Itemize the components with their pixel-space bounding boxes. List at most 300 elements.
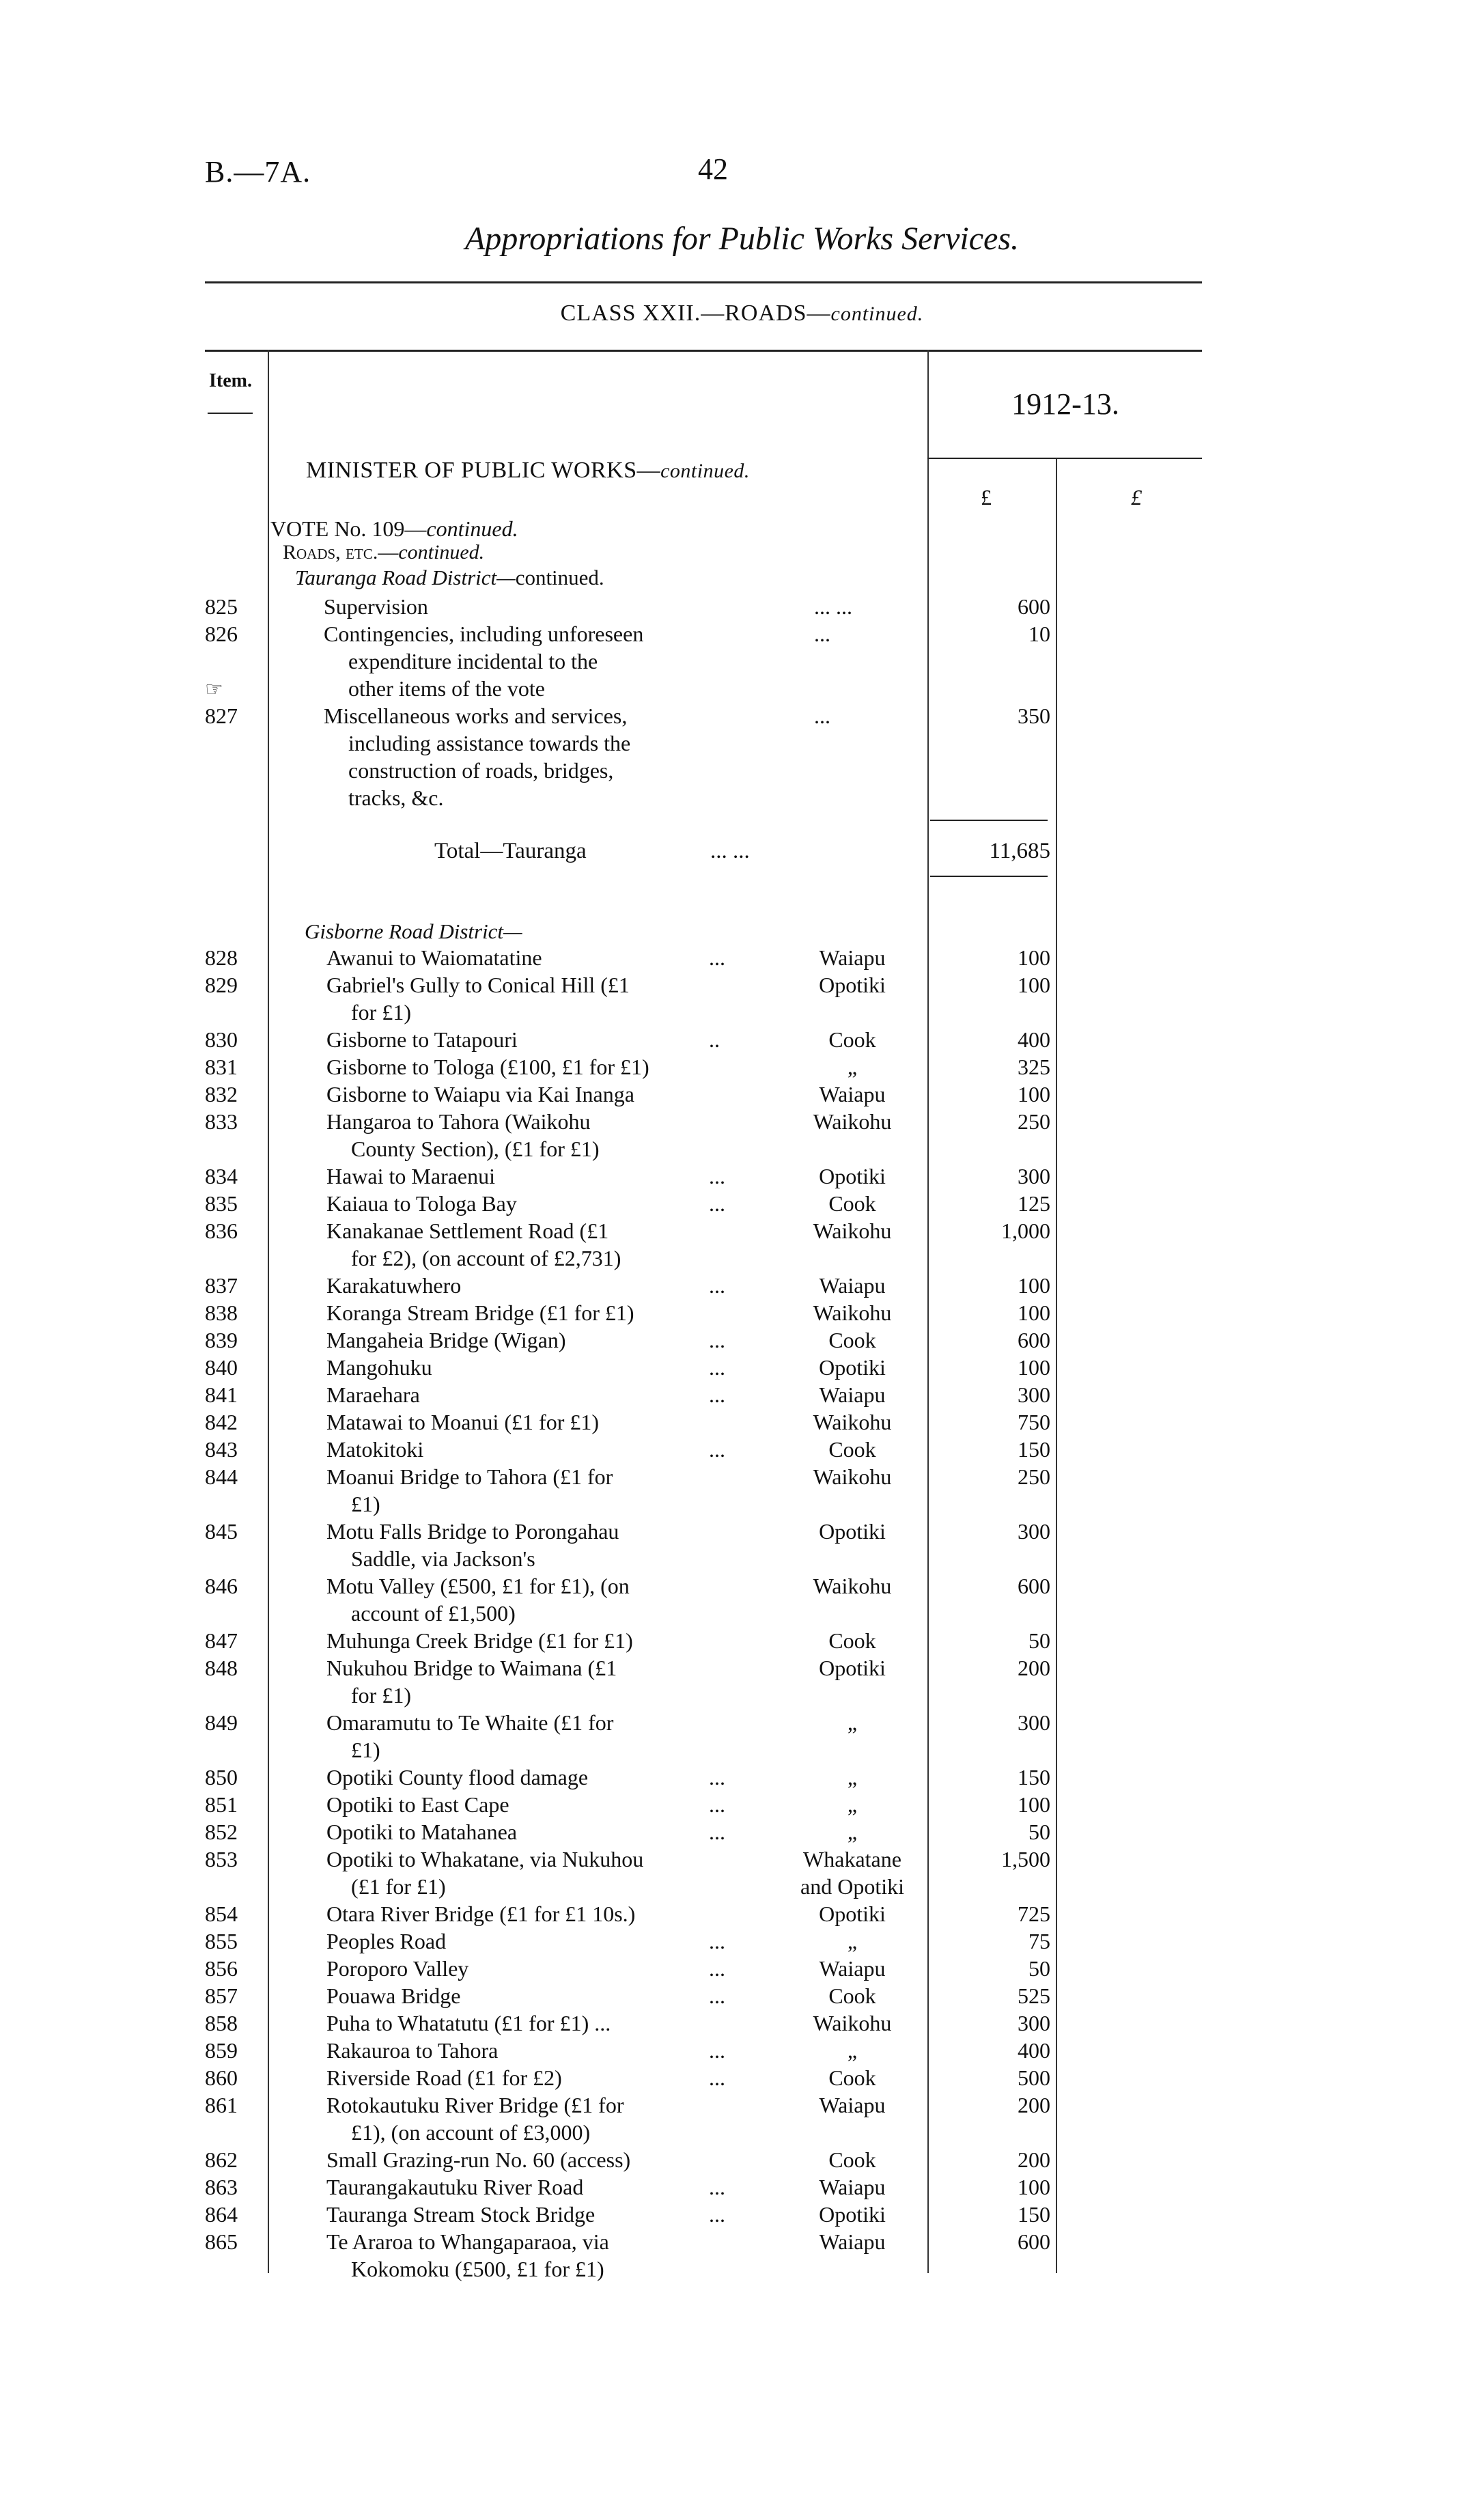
county-name <box>777 2146 927 2173</box>
county-name <box>777 1818 927 1846</box>
leader-dots: ... <box>709 1328 725 1352</box>
description-line: Hangaroa to Tahora (Waikohu <box>326 1109 591 1134</box>
leader-dots: ... <box>709 1983 725 2008</box>
item-number: 841 <box>205 1382 238 1407</box>
county-name <box>777 1463 927 1490</box>
description-line: expenditure incidental to the <box>348 649 598 673</box>
county-line: Opotiki <box>819 2202 886 2227</box>
amount-column-mid-divider <box>1056 459 1057 2273</box>
county-name <box>777 1053 927 1081</box>
county-name <box>777 1927 927 1955</box>
leader-dots: ... <box>814 622 830 646</box>
item-description <box>326 1846 764 1900</box>
item-description <box>326 2009 764 2037</box>
description-line: Peoples Road <box>326 1929 447 1953</box>
amount: 150 <box>1018 2202 1050 2227</box>
item-description <box>326 2201 764 2228</box>
county-name <box>777 1572 927 1600</box>
county-line: Cook <box>828 1437 876 1462</box>
county-line: Waikohu <box>813 1410 892 1434</box>
county-line: Cook <box>828 1191 876 1216</box>
county-line: Opotiki <box>819 973 886 997</box>
description-line: County Section), (£1 for £1) <box>351 1137 600 1161</box>
county-line: Opotiki <box>819 1519 886 1544</box>
total-overline <box>930 820 1048 821</box>
description-line: Taurangakautuku River Road <box>326 2175 584 2199</box>
description-line: construction of roads, bridges, <box>348 758 614 783</box>
county-name <box>777 1217 927 1244</box>
description-line: other items of the vote <box>348 676 545 701</box>
amount: 300 <box>1018 2011 1050 2035</box>
leader-dots: ... <box>709 945 725 970</box>
leader-dots: ... <box>709 1929 725 1953</box>
item-description <box>326 1326 764 1354</box>
item-description <box>326 2228 764 2283</box>
pound-sign-detail: £ <box>981 485 992 510</box>
description-line: Awanui to Waiomatatine <box>326 945 542 970</box>
item-number: 859 <box>205 2038 238 2063</box>
county-line: „ <box>847 1765 858 1789</box>
leader-dots: ... <box>709 1765 725 1789</box>
amount: 100 <box>1018 973 1050 997</box>
amount: 200 <box>1018 2147 1050 2172</box>
amount: 75 <box>1028 1929 1050 1953</box>
item-description <box>324 593 761 620</box>
county-name <box>777 2173 927 2201</box>
description-line: Gisborne to Tatapouri <box>326 1027 518 1052</box>
item-number: 828 <box>205 945 238 970</box>
item-description <box>326 1053 764 1081</box>
item-description <box>326 1299 764 1326</box>
county-line: Cook <box>828 1628 876 1653</box>
leader-dots: ... <box>709 2175 725 2199</box>
county-line: Cook <box>828 1027 876 1052</box>
description-line: Maraehara <box>326 1382 420 1407</box>
item-number: 852 <box>205 1820 238 1844</box>
pound-sign-total: £ <box>1131 485 1142 510</box>
item-number: 833 <box>205 1109 238 1134</box>
item-number: 855 <box>205 1929 238 1953</box>
description-line: Omaramutu to Te Whaite (£1 for <box>326 1710 614 1735</box>
item-description <box>326 1927 764 1955</box>
item-description <box>326 2037 764 2064</box>
county-name <box>777 1381 927 1408</box>
amount: 750 <box>1018 1410 1050 1434</box>
gisborne-district-heading: Gisborne Road District— <box>305 919 522 943</box>
county-name <box>777 1436 927 1463</box>
item-description <box>326 2091 764 2146</box>
description-line: Tauranga Stream Stock Bridge <box>326 2202 596 2227</box>
description-line: Moanui Bridge to Tahora (£1 for <box>326 1464 613 1489</box>
page-title: Appropriations for Public Works Services. <box>464 221 1020 257</box>
description-line: Kanakanae Settlement Road (£1 <box>326 1218 609 1243</box>
description-line: for £1) <box>351 1000 411 1025</box>
item-number: 838 <box>205 1300 238 1325</box>
item-number: 861 <box>205 2093 238 2117</box>
amount: 50 <box>1028 1820 1050 1844</box>
item-number: 846 <box>205 1574 238 1598</box>
item-number: 839 <box>205 1328 238 1352</box>
item-number: 834 <box>205 1164 238 1188</box>
description-line: Gisborne to Waiapu via Kai Inanga <box>326 1082 634 1106</box>
amount: 300 <box>1018 1519 1050 1544</box>
description-line: Matokitoki <box>326 1437 424 1462</box>
amount: 400 <box>1018 1027 1050 1052</box>
item-number: 843 <box>205 1437 238 1462</box>
county-line: Cook <box>828 2147 876 2172</box>
description-line: for £1) <box>351 1683 411 1708</box>
item-description <box>326 1190 764 1217</box>
description-line: Contingencies, including unforeseen <box>324 622 644 646</box>
description-line: Puha to Whatatutu (£1 for £1) ... <box>326 2011 611 2035</box>
leader-dots: ... <box>709 1382 725 1407</box>
item-number: 865 <box>205 2229 238 2254</box>
item-description <box>326 1217 764 1272</box>
county-line: „ <box>847 2038 858 2063</box>
county-line: „ <box>847 1929 858 1953</box>
county-name <box>777 1846 927 1900</box>
item-description <box>326 1408 764 1436</box>
description-line: Kaiaua to Tologa Bay <box>326 1191 517 1216</box>
item-description <box>326 2064 764 2091</box>
description-line: Opotiki to East Cape <box>326 1792 509 1817</box>
description-line: including assistance towards the <box>348 731 631 755</box>
item-description <box>324 702 761 811</box>
item-number: 853 <box>205 1847 238 1871</box>
item-number: 849 <box>205 1710 238 1735</box>
amount: 600 <box>1018 594 1050 619</box>
item-description <box>326 1436 764 1463</box>
roads-heading: Roads, etc.—continued. <box>283 541 485 563</box>
item-description <box>326 1572 764 1627</box>
item-description <box>326 1081 764 1108</box>
county-name <box>777 1272 927 1299</box>
item-number: 836 <box>205 1218 238 1243</box>
tauranga-district-heading: Tauranga Road District—continued. <box>295 566 604 589</box>
amount: 100 <box>1018 2175 1050 2199</box>
item-column-header: Item. <box>209 370 252 391</box>
description-line: Matawai to Moanui (£1 for £1) <box>326 1410 600 1434</box>
item-number: 835 <box>205 1191 238 1216</box>
amount: 325 <box>1018 1055 1050 1079</box>
county-name <box>777 1955 927 1982</box>
item-description <box>326 971 764 1026</box>
county-name <box>777 1627 927 1654</box>
total-amount: 11,685 <box>989 839 1050 863</box>
county-name <box>777 1408 927 1436</box>
description-line: Supervision <box>324 594 428 619</box>
item-column-divider <box>268 350 269 2273</box>
description-line: Karakatuwhero <box>326 1273 462 1298</box>
amount: 50 <box>1028 1628 1050 1653</box>
document-reference: B.—7A. <box>205 155 311 189</box>
item-number: 860 <box>205 2065 238 2090</box>
description-line: for £2), (on account of £2,731) <box>351 1246 621 1270</box>
county-line: Waikohu <box>813 1218 892 1243</box>
description-line: Te Araroa to Whangaparaoa, via <box>326 2229 609 2254</box>
description-line: Opotiki County flood damage <box>326 1765 589 1789</box>
description-line: Muhunga Creek Bridge (£1 for £1) <box>326 1628 633 1653</box>
item-number: 837 <box>205 1273 238 1298</box>
leader-dots: ... <box>709 2038 725 2063</box>
description-line: Riverside Road (£1 for £2) <box>326 2065 562 2090</box>
amount: 1,500 <box>1001 1847 1050 1871</box>
description-line: Rakauroa to Tahora <box>326 2038 499 2063</box>
amount: 100 <box>1018 945 1050 970</box>
amount: 250 <box>1018 1464 1050 1489</box>
item-number: 858 <box>205 2011 238 2035</box>
county-line: „ <box>847 1820 858 1844</box>
description-line: Rotokautuku River Bridge (£1 for <box>326 2093 624 2117</box>
item-description <box>326 1381 764 1408</box>
item-number: 832 <box>205 1082 238 1106</box>
county-line: Whakatane <box>803 1847 901 1871</box>
item-number: 847 <box>205 1628 238 1653</box>
item-description <box>326 1955 764 1982</box>
item-number: 830 <box>205 1027 238 1052</box>
county-line: Opotiki <box>819 1355 886 1380</box>
item-description <box>326 1900 764 1927</box>
county-line: Waiapu <box>819 1082 886 1106</box>
county-name <box>777 2091 927 2119</box>
item-number: 840 <box>205 1355 238 1380</box>
item-number: 829 <box>205 973 238 997</box>
description-line: Koranga Stream Bridge (£1 for £1) <box>326 1300 634 1325</box>
vote-heading: VOTE No. 109—continued. <box>270 516 518 541</box>
item-description <box>326 1162 764 1190</box>
county-line: Waiapu <box>819 1956 886 1981</box>
county-name <box>777 1190 927 1217</box>
county-line: and Opotiki <box>800 1874 904 1899</box>
county-line: Waikohu <box>813 1464 892 1489</box>
description-line: Motu Valley (£500, £1 for £1), (on <box>326 1574 630 1598</box>
county-name <box>777 1299 927 1326</box>
item-description <box>326 1818 764 1846</box>
amount: 1,000 <box>1001 1218 1050 1243</box>
county-line: Opotiki <box>819 1656 886 1680</box>
year-head-rule <box>927 458 1202 459</box>
county-name <box>777 1709 927 1736</box>
year-column-header: 1912-13. <box>1011 387 1119 421</box>
county-line: Waiapu <box>819 2229 886 2254</box>
leader-dots: ... <box>709 1273 725 1298</box>
county-line: Waikohu <box>813 2011 892 2035</box>
county-name <box>777 2009 927 2037</box>
description-line: Motu Falls Bridge to Porongahau <box>326 1519 619 1544</box>
top-rule <box>205 281 1202 283</box>
item-number: 862 <box>205 2147 238 2172</box>
item-number: 844 <box>205 1464 238 1489</box>
county-line: Waiapu <box>819 945 886 970</box>
amount: 600 <box>1018 2229 1050 2254</box>
amount: 150 <box>1018 1765 1050 1789</box>
county-name <box>777 1081 927 1108</box>
county-name <box>777 944 927 971</box>
item-description <box>326 1354 764 1381</box>
county-line: Waiapu <box>819 1382 886 1407</box>
item-number: 856 <box>205 1956 238 1981</box>
amount: 525 <box>1018 1983 1050 2008</box>
county-line: Waikohu <box>813 1109 892 1134</box>
leader-dots: ... <box>709 2202 725 2227</box>
item-description <box>326 944 764 971</box>
county-name <box>777 2037 927 2064</box>
leader-dots: ... <box>709 1191 725 1216</box>
county-line: Opotiki <box>819 1902 886 1926</box>
county-name <box>777 1354 927 1381</box>
description-line: Gabriel's Gully to Conical Hill (£1 <box>326 973 630 997</box>
county-line: Waikohu <box>813 1300 892 1325</box>
item-description <box>324 620 761 702</box>
description-line: Saddle, via Jackson's <box>351 1546 535 1571</box>
class-rule <box>205 350 1202 352</box>
county-name <box>777 1326 927 1354</box>
amount: 200 <box>1018 2093 1050 2117</box>
description-line: tracks, &c. <box>348 785 444 810</box>
leader-dots: ... <box>709 1792 725 1817</box>
amount: 300 <box>1018 1164 1050 1188</box>
item-description <box>326 1791 764 1818</box>
item-description <box>326 2173 764 2201</box>
county-name <box>777 1982 927 2009</box>
item-description <box>326 2146 764 2173</box>
county-name <box>777 1026 927 1053</box>
county-name <box>777 971 927 999</box>
county-name <box>777 1162 927 1190</box>
amount: 100 <box>1018 1273 1050 1298</box>
amount: 200 <box>1018 1656 1050 1680</box>
county-line: Waiapu <box>819 2093 886 2117</box>
item-number: 863 <box>205 2175 238 2199</box>
amount: 100 <box>1018 1792 1050 1817</box>
item-number: 842 <box>205 1410 238 1434</box>
total-underline <box>930 876 1048 877</box>
amount: 600 <box>1018 1328 1050 1352</box>
county-line: Cook <box>828 1328 876 1352</box>
county-name <box>777 2201 927 2228</box>
item-number: 848 <box>205 1656 238 1680</box>
item-number: 854 <box>205 1902 238 1926</box>
county-name <box>777 1900 927 1927</box>
item-number: 825 <box>205 594 238 619</box>
description-line: account of £1,500) <box>351 1601 516 1626</box>
leader-dots: ... <box>709 1164 725 1188</box>
amount: 350 <box>1018 704 1050 728</box>
description-line: Miscellaneous works and services, <box>324 704 628 728</box>
county-line: Waikohu <box>813 1574 892 1598</box>
total-label: Total—Tauranga <box>434 839 587 863</box>
item-number: 831 <box>205 1055 238 1079</box>
total-leader-dots: ... ... <box>710 839 750 863</box>
leader-dots: ... <box>709 1820 725 1844</box>
amount: 725 <box>1018 1902 1050 1926</box>
item-description <box>326 1518 764 1572</box>
amount: 10 <box>1028 622 1050 646</box>
county-line: Opotiki <box>819 1164 886 1188</box>
description-line: Opotiki to Matahanea <box>326 1820 518 1844</box>
leader-dots: ... <box>709 1355 725 1380</box>
county-line: Waiapu <box>819 1273 886 1298</box>
item-number: 826 <box>205 622 238 646</box>
county-name <box>777 1518 927 1545</box>
item-description <box>326 1272 764 1299</box>
amount: 600 <box>1018 1574 1050 1598</box>
item-description <box>326 1627 764 1654</box>
minister-heading: MINISTER OF PUBLIC WORKS—continued. <box>306 458 750 483</box>
description-line: Nukuhou Bridge to Waimana (£1 <box>326 1656 617 1680</box>
amount: 150 <box>1018 1437 1050 1462</box>
description-line: Otara River Bridge (£1 for £1 10s.) <box>326 1902 636 1926</box>
pointing-hand-mark: ☞ <box>205 678 223 701</box>
item-description <box>326 1709 764 1764</box>
item-number: 851 <box>205 1792 238 1817</box>
description-line: Small Grazing-run No. 60 (access) <box>326 2147 631 2172</box>
item-number: 857 <box>205 1983 238 2008</box>
county-line: Cook <box>828 1983 876 2008</box>
leader-dots: ... <box>709 2065 725 2090</box>
amount: 100 <box>1018 1300 1050 1325</box>
county-line: Cook <box>828 2065 876 2090</box>
description-line: Poroporo Valley <box>326 1956 469 1981</box>
description-line: Pouawa Bridge <box>326 1983 461 2008</box>
description-line: £1), (on account of £3,000) <box>351 2120 591 2145</box>
leader-dots: .. <box>709 1027 720 1052</box>
amount: 125 <box>1018 1191 1050 1216</box>
leader-dots: ... <box>709 1956 725 1981</box>
county-name <box>777 1654 927 1682</box>
description-line: Mangohuku <box>326 1355 432 1380</box>
amount: 300 <box>1018 1710 1050 1735</box>
description-line: £1) <box>351 1492 380 1516</box>
leader-dots: ... <box>814 704 830 728</box>
county-line: „ <box>847 1055 858 1079</box>
amount: 50 <box>1028 1956 1050 1981</box>
amount: 400 <box>1018 2038 1050 2063</box>
item-description <box>326 1764 764 1791</box>
item-number: 845 <box>205 1519 238 1544</box>
item-head-underline <box>208 413 253 414</box>
county-name <box>777 1764 927 1791</box>
amount: 250 <box>1018 1109 1050 1134</box>
item-number: 864 <box>205 2202 238 2227</box>
county-name <box>777 1108 927 1135</box>
county-line: „ <box>847 1792 858 1817</box>
description-line: Gisborne to Tologa (£100, £1 for £1) <box>326 1055 649 1079</box>
county-name <box>777 2064 927 2091</box>
amount: 500 <box>1018 2065 1050 2090</box>
amount: 100 <box>1018 1355 1050 1380</box>
amount: 300 <box>1018 1382 1050 1407</box>
description-line: (£1 for £1) <box>351 1874 446 1899</box>
county-line: Waiapu <box>819 2175 886 2199</box>
item-number: 827 <box>205 704 238 728</box>
item-description <box>326 1654 764 1709</box>
item-description <box>326 1463 764 1518</box>
description-line: Hawai to Maraenui <box>326 1164 496 1188</box>
class-heading: CLASS XXII.—ROADS—continued. <box>560 301 924 326</box>
amount: 100 <box>1018 1082 1050 1106</box>
county-name <box>777 2228 927 2255</box>
county-line: „ <box>847 1710 858 1735</box>
description-line: Opotiki to Whakatane, via Nukuhou <box>326 1847 644 1871</box>
leader-dots: ... ... <box>814 594 852 619</box>
description-line: Kokomoku (£500, £1 for £1) <box>351 2257 604 2281</box>
item-description <box>326 1026 764 1053</box>
item-description <box>326 1982 764 2009</box>
item-description <box>326 1108 764 1162</box>
leader-dots: ... <box>709 1437 725 1462</box>
county-name <box>777 1791 927 1818</box>
